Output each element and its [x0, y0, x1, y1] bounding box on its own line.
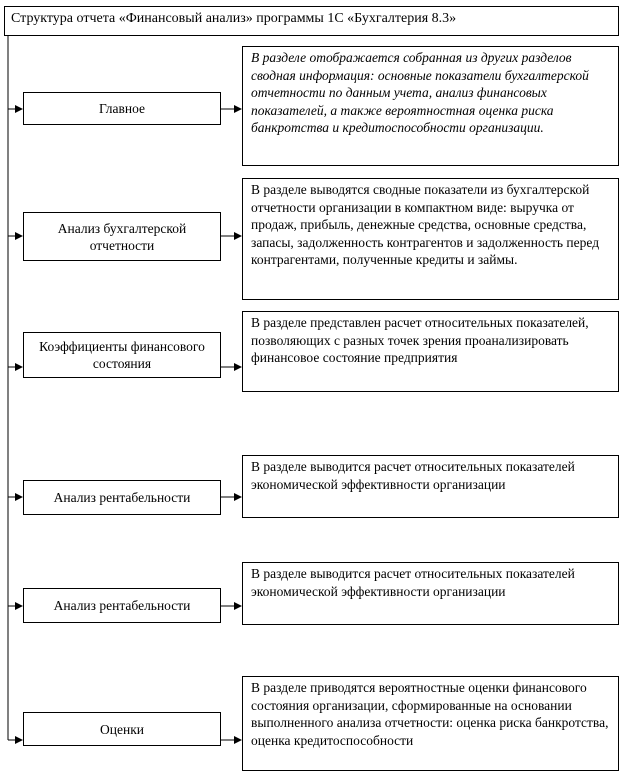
section-label: Оценки	[100, 721, 144, 737]
section-label: Анализ рентабельности	[53, 490, 191, 505]
section-box-accounting	[23, 212, 221, 261]
section-box-profitability-2	[23, 588, 221, 623]
description-box-accounting	[242, 178, 619, 300]
description-text: В разделе приводятся вероятностные оценки финансового состояния организации, сформированные на основании выполненного анализа отчетности: оценка риска банкротства, оценка кредитоспособности	[251, 680, 609, 748]
section-label: Главное	[98, 101, 146, 116]
description-box-profitability-2	[242, 562, 619, 625]
description-box-profitability-1	[242, 455, 619, 518]
arrows-desc	[221, 109, 241, 740]
section-label: Анализ рентабельности	[53, 598, 191, 613]
section-box-profitability-1	[23, 480, 221, 515]
description-text: В разделе выводятся сводные показатели из бухгалтерской отчетности организации в компактном виде: выручка от продаж, прибыль, денежные средства, основные средства, запасы, задолженность контрагентов и задолженность перед контрагентами, полученные кредиты и займы.	[251, 182, 600, 267]
section-box-coefficients	[23, 332, 221, 378]
section-label: Анализ бухгалтерской отчетности	[57, 220, 187, 253]
description-box-estimates	[242, 676, 619, 771]
description-text: В разделе отображается собранная из других разделов сводная информация: основные показатели бухгалтерской отчетности по данным учета, анализ финансовых показателей, а также вероятностная оценка риска банкротства и кредитоспособности организации.	[251, 50, 589, 135]
section-label: Коэффициенты финансового состояния	[39, 339, 205, 371]
description-box-coefficients	[242, 311, 619, 392]
arrows-trunk	[8, 109, 22, 740]
description-text: В разделе представлен расчет относительных показателей, позволяющих с разных точек зрения проанализировать финансовое состояние предприятия	[251, 315, 589, 365]
diagram-title: Структура отчета «Финансовый анализ» программы 1С «Бухгалтерия 8.3»	[4, 6, 619, 36]
description-text: В разделе выводится расчет относительных показателей экономической эффективности организации	[251, 566, 575, 599]
description-text: В разделе выводится расчет относительных показателей экономической эффективности организации	[251, 459, 575, 492]
section-box-estimates	[23, 712, 221, 746]
description-box-main	[242, 46, 619, 166]
section-box-main	[23, 92, 221, 125]
